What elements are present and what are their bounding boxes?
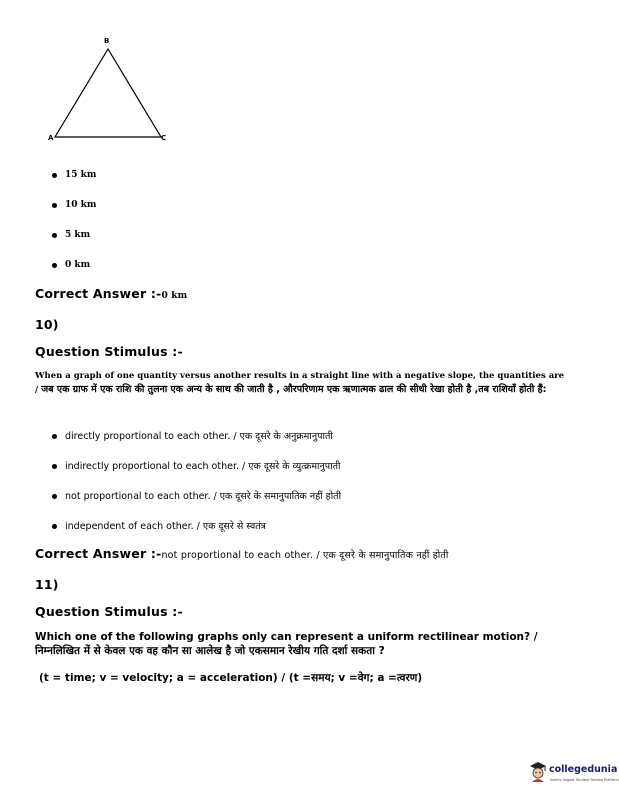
correct-answer xyxy=(35,546,449,561)
vertex-label-a: A xyxy=(48,134,54,142)
vertex-label-b: B xyxy=(104,37,110,45)
option-text: indirectly proportional to each other. / एक दूसरे के व्युत्क्रमानुपाती xyxy=(65,461,341,472)
question-number: 11) xyxy=(35,577,59,592)
option-text: independent of each other. / एक दूसरे से स्वतंत्र xyxy=(65,521,266,532)
option-bullet xyxy=(52,263,57,268)
graduate-mascot-icon xyxy=(528,760,548,782)
option-bullet xyxy=(52,524,57,529)
triangle-shape xyxy=(55,49,161,137)
correct-answer-label: Correct Answer :- xyxy=(35,546,162,561)
correct-answer-value: 0 km xyxy=(161,291,188,301)
triangle-diagram xyxy=(40,34,180,146)
question-stimulus-label: Question Stimulus :- xyxy=(35,344,183,359)
vertex-label-c: C xyxy=(161,134,167,142)
correct-answer-label: Correct Answer :- xyxy=(35,286,162,301)
variable-legend: (t = time; v = velocity; a = acceleration) / (t =समय; v =वेग; a =त्वरण) xyxy=(39,672,423,684)
stimulus-hindi: जब एक ग्राफ में एक राशि की तुलना एक अन्य के साथ की जाती है , औरपरिणाम एक ऋणात्मक ढाल की सीधी रेखा होती है ,तब राशियाँ होती हैं: xyxy=(41,384,547,395)
option-bullet xyxy=(52,494,57,499)
question-stimulus-text xyxy=(35,369,570,397)
option-text: directly proportional to each other. / एक दूसरे के अनुक्रमानुपाती xyxy=(65,431,333,442)
option-text: 10 km xyxy=(65,200,97,210)
option-text: 15 km xyxy=(65,170,97,180)
option-bullet xyxy=(52,434,57,439)
option-text: 0 km xyxy=(65,260,91,270)
collegedunia-logo xyxy=(526,757,619,787)
option-text: not proportional to each other. / एक दूसरे के समानुपातिक नहीं होती xyxy=(65,491,342,502)
option-bullet xyxy=(52,173,57,178)
stimulus-hindi: निम्नलिखित में से केवल एक वह कौन सा आलेख है जो एकसमान रेखीय गति दर्शा सकता ? xyxy=(35,645,385,657)
question-stimulus-text xyxy=(35,630,575,658)
question-number: 10) xyxy=(35,317,59,332)
question-stimulus-label: Question Stimulus :- xyxy=(35,604,183,619)
stimulus-english: Which one of the following graphs only can represent a uniform rectilinear motion? / xyxy=(35,631,538,643)
option-text: 5 km xyxy=(65,230,91,240)
stimulus-english: When a graph of one quantity versus another results in a straight line with a negative slope, the quantities are / xyxy=(35,371,565,395)
option-bullet xyxy=(52,464,57,469)
option-bullet xyxy=(52,203,57,208)
correct-answer xyxy=(35,286,187,301)
brand-tagline: India's largest Student Review Platform xyxy=(550,778,619,782)
option-bullet xyxy=(52,233,57,238)
correct-answer-value: not proportional to each other. / एक दूसरे के समानुपातिक नहीं होती xyxy=(161,550,449,561)
brand-name: collegedunia xyxy=(549,764,618,775)
